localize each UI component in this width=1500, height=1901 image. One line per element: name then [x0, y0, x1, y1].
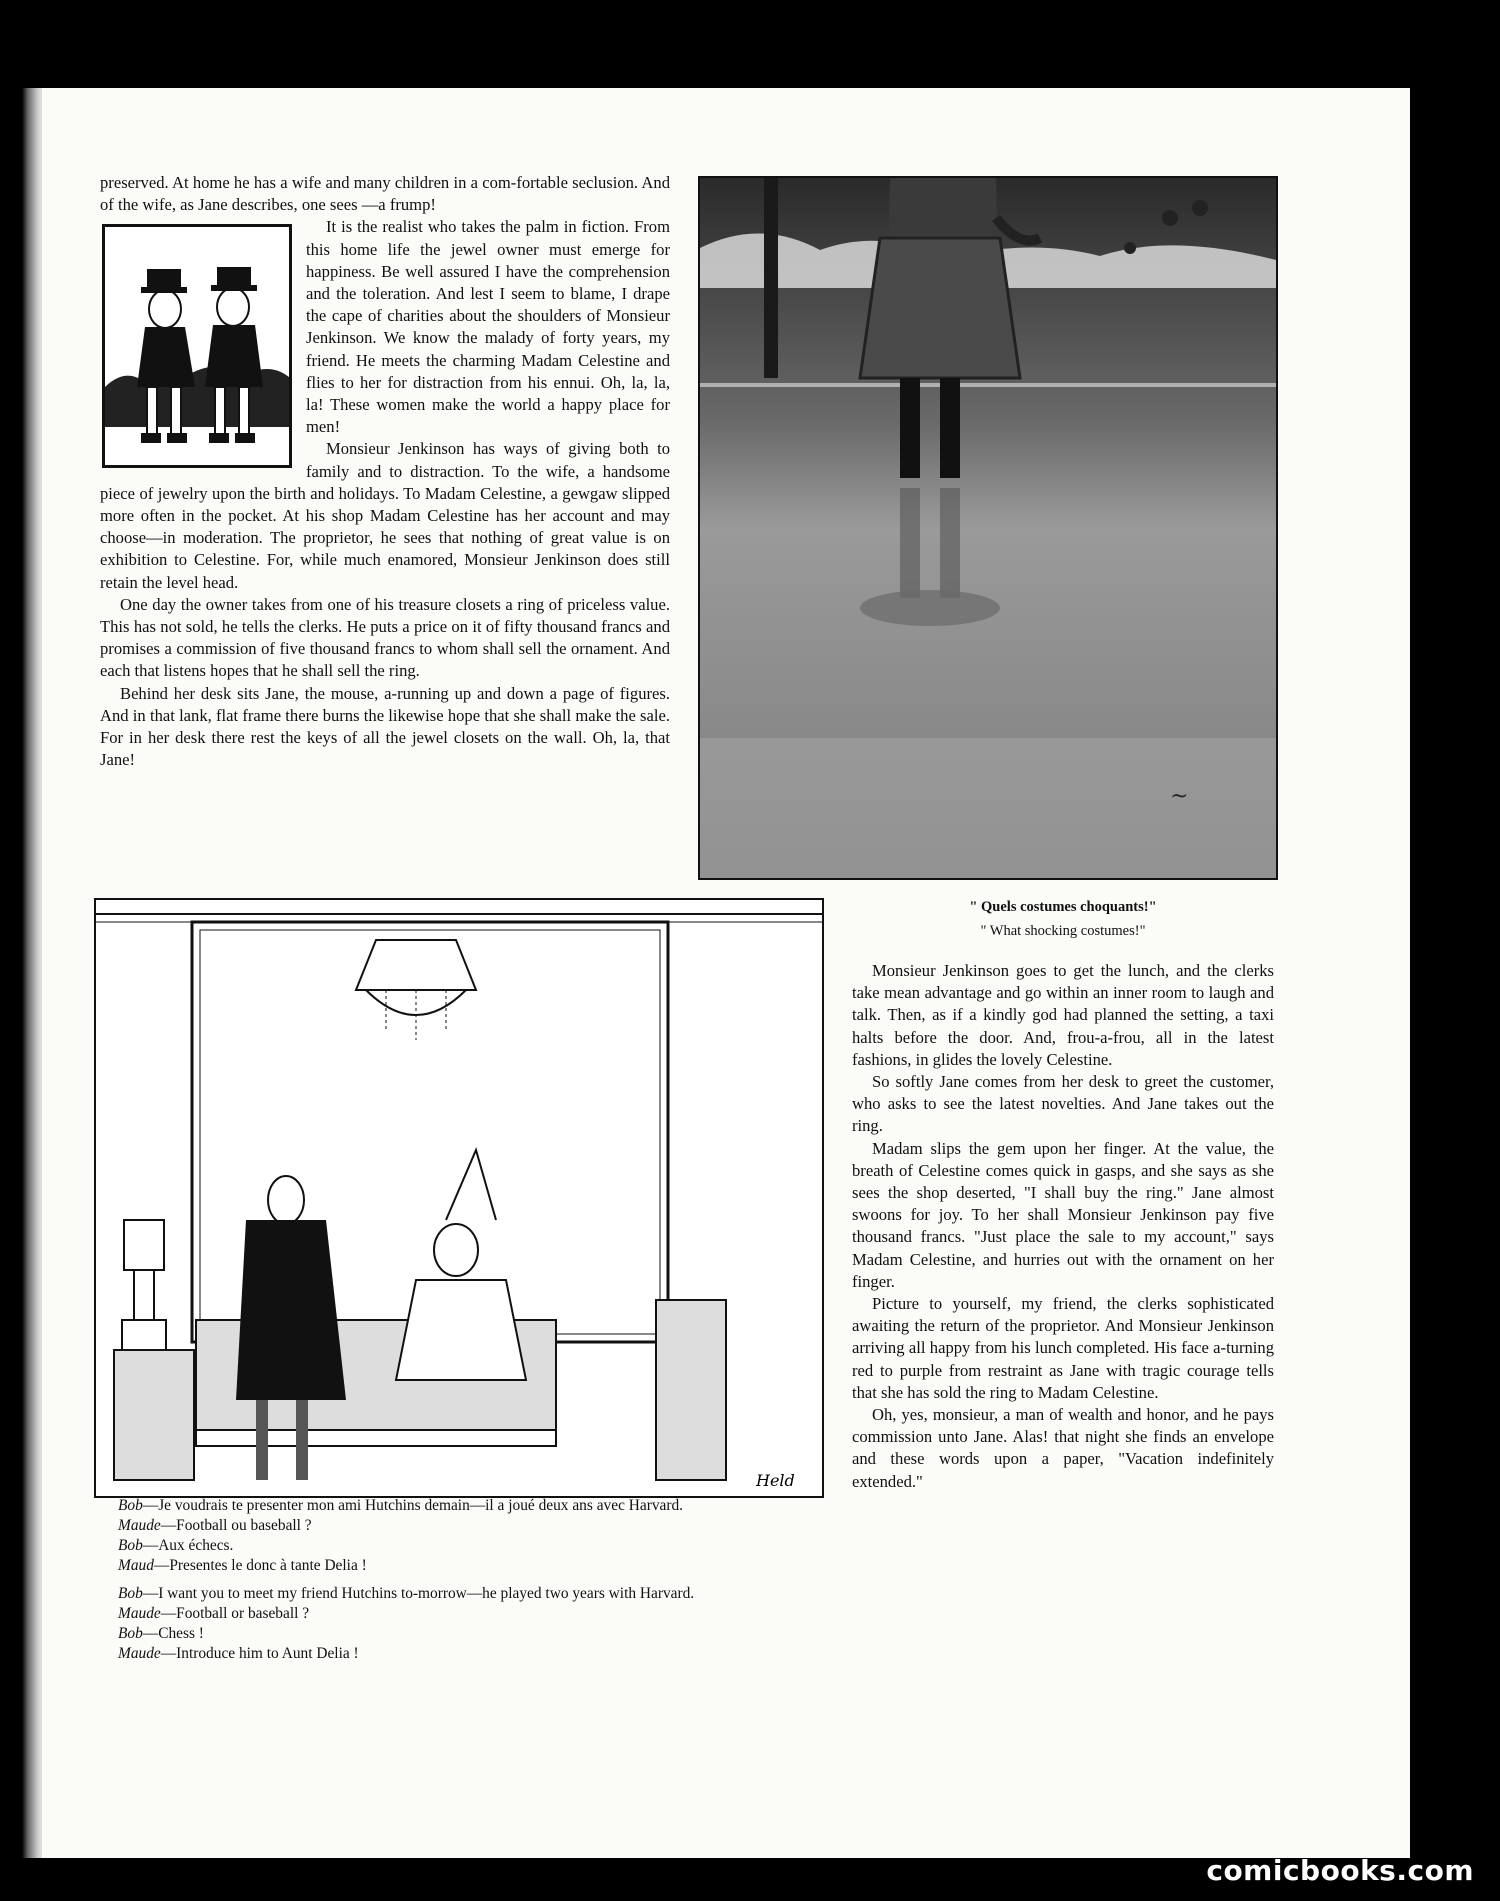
two-gentlemen-cartoon — [102, 224, 292, 468]
dialog-line-fr-3: Bob—Aux échecs. — [118, 1537, 234, 1554]
bather-wading-image — [700, 178, 1276, 878]
salon-scene-image — [96, 900, 822, 1496]
beach-caption-french: " Quels costumes choquants!" — [969, 899, 1157, 915]
page-spine-shadow — [0, 88, 48, 1858]
paragraph-giving: Monsieur Jenkinson has ways of giving both to family and to distraction. To the wife, a handsome piece of jewelry upon the birth and holidays. To Madam Celestine, a gewgaw slipped more often in the pocket. At his shop Madam Celestine has her account and may choose—in moderation. The proprietor, he sees that nothing of great value is on exhibition to Celestine. For, while much enamored, Monsieur Jenkinson does still retain the level head. — [100, 439, 670, 592]
dialog-line-en-1: Bob—I want you to meet my friend Hutchins to-morrow—he played two years with Harvard. — [118, 1585, 695, 1602]
paragraph-ring: One day the owner takes from one of his treasure closets a ring of priceless value. This has not sold, he tells the clerks. He puts a price on it of fifty thousand francs and promises a commission of five thousand francs to whom shall sell the ornament. And each that listens hopes that he shall sell the ring. — [100, 594, 670, 681]
right-text-column — [852, 960, 1274, 1493]
dialog-line-fr-4: Maud—Presentes le donc à tante Delia ! — [118, 1557, 367, 1574]
svg-text:~: ~ — [1170, 784, 1189, 809]
beach-caption-english: " What shocking costumes!" — [980, 923, 1146, 939]
salon-artist-signature: Held — [756, 1471, 795, 1490]
dialog-line-fr-1: Bob—Je voudrais te presenter mon ami Hutchins demain—il a joué deux ans avec Harvard. — [118, 1497, 684, 1514]
paragraph-jane: Behind her desk sits Jane, the mouse, a-running up and down a page of figures. And in that lank, flat frame there burns the likewise hope that she shall make the sale. For in her desk there rest the keys of all the jewel closets on the wall. Oh, la, that Jane! — [100, 683, 670, 770]
dialog-line-en-3: Bob—Chess ! — [118, 1625, 204, 1642]
opening-paragraph: preserved. At home he has a wife and many children in a com-fortable seclusion. And of the wife, as Jane describes, one sees —a frump! — [100, 173, 670, 215]
dialog-line-en-2: Maude—Football or baseball ? — [118, 1605, 310, 1622]
paragraph-picture: Picture to yourself, my friend, the clerks sophisticated awaiting the return of the proprietor. And Monsieur Jenkinson arriving all happy from his lunch completed. His face a-turning red to purple from restraint as Jane with tragic courage tells that she has sold the ring to Madam Celestine. — [852, 1294, 1274, 1402]
dialog-line-en-4: Maude—Introduce him to Aunt Delia ! — [118, 1645, 359, 1662]
paragraph-ending: Oh, yes, monsieur, a man of wealth and honor, and he pays commission unto Jane. Alas! that night she finds an envelope and these words upon a paper, "Vacation indefinitely extended." — [852, 1405, 1274, 1491]
left-text-column — [100, 172, 670, 771]
site-watermark: comicbooks.com — [1206, 1854, 1474, 1887]
paragraph-realist: It is the realist who takes the palm in fiction. From this home life the jewel owner must emerge for happiness. Be well assured I have the comprehension and the toleration. And lest I seem to blame, I drape the cape of charities about the shoulders of Monsieur Jenkinson. We know the malady of forty years, my friend. He meets the charming Madam Celestine and flies to her for distraction from his ennui. Oh, la, la, la! These women make the world a happy place for men! — [306, 217, 670, 437]
paragraph-greet: So softly Jane comes from her desk to greet the customer, who asks to see the latest novelties. And Jane takes out the ring. — [852, 1072, 1274, 1136]
paragraph-lunch: Monsieur Jenkinson goes to get the lunch, and the clerks take mean advantage and go within an inner room to laugh and talk. Then, as if a kindly god had planned the setting, a taxi halts before the door. And, frou-a-frou, all in the latest fashions, in glides the lovely Celestine. — [852, 961, 1274, 1069]
salon-illustration — [94, 898, 824, 1498]
beach-illustration — [698, 176, 1278, 880]
dialog-gap — [118, 1576, 838, 1584]
dialog-line-fr-2: Maude—Football ou baseball ? — [118, 1517, 312, 1534]
salon-dialog — [118, 1496, 838, 1664]
paragraph-gem: Madam slips the gem upon her finger. At the value, the breath of Celestine comes quick in gasps, and she says as she sees the shop deserted, "I shall buy the ring." Jane almost swoons for joy. To her shall Monsieur Jenkinson pay five thousand francs. "Just place the sale to my account," says Madam Celestine, and hurries out with the ornament on her finger. — [852, 1138, 1274, 1291]
two-gentlemen-illustration — [105, 227, 289, 465]
